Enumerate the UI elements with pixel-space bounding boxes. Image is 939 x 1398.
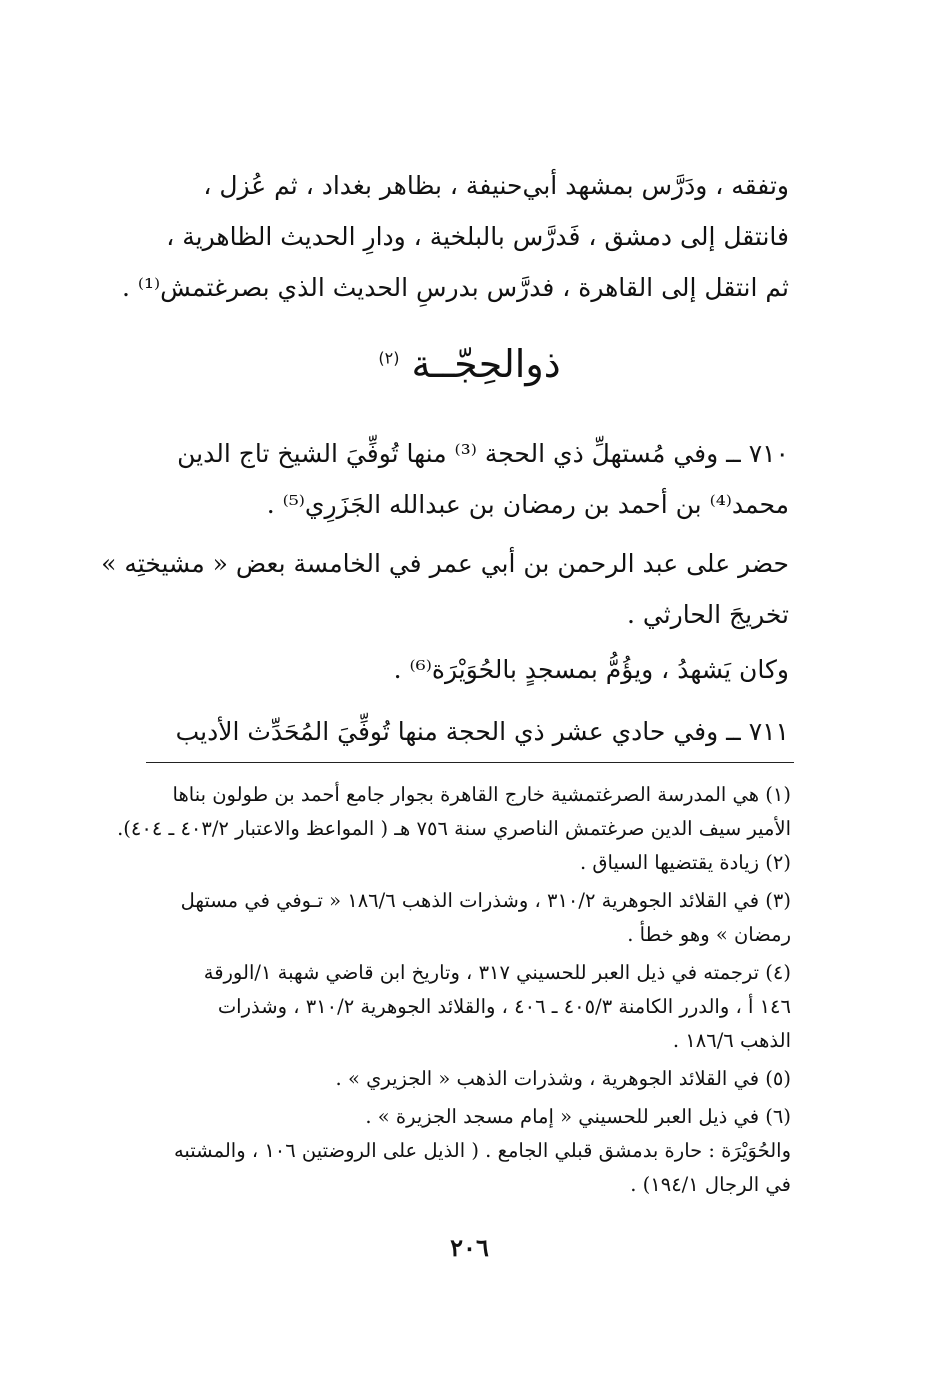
footnote-line: ١٤٦ أ ، والدرر الكامنة ٤٠٥/٣ ـ ٤٠٦ ، والقلائد الجوهرية ٣١٠/٢ ، وشذرات [217,995,791,1018]
intro-line: ثم انتقل إلى القاهرة ، فدرَّس بدرسِ الحديث الذي بصرغتمش⁽¹⁾ . [121,273,789,302]
footnote-line: (٢) زيادة يقتضيها السياق . [580,851,791,874]
entry-710-more [129,644,789,695]
entry-line: ٧١١ ــ وفي حادي عشر ذي الحجة منها تُوفِّيَ المُحَدِّث الأديب [175,717,789,746]
footnote [141,884,791,952]
entry-line: وكان يَشهدُ ، ويؤُمُّ بمسجدٍ بالحُوَيْرَة⁽⁶⁾ . [393,655,789,684]
footnote-divider [146,762,794,763]
footnote-line: في الرجال ١٩٤/١) . [630,1173,791,1196]
entry-line: حضر على عبد الرحمن بن أبي عمر في الخامسة بعض « مشيختِه » [101,549,789,578]
footnote [141,1100,791,1202]
intro-line: فانتقل إلى دمشق ، فَدرَّس بالبلخية ، ودارِ الحديث الظاهرية ، [166,222,789,251]
footnote-line: (٦) في ذيل العبر للحسيني « إمام مسجد الجزيرة » . [365,1105,791,1128]
footnote-line: (١) هي المدرسة الصرغتمشية خارج القاهرة بجوار جامع أحمد بن طولون بناها [172,783,791,806]
footnote-line: والحُوَيْرَة : حارة بدمشق قبلي الجامع . ( الذيل على الروضتين ١٠٦ ، والمشتبه [173,1139,791,1162]
entry-line: محمد⁽⁴⁾ بن أحمد بن رمضان بن عبدالله الجَزَرِي⁽⁵⁾ . [266,490,789,519]
footnote [141,956,791,1058]
footnote-line: الذهب ١٨٦/٦ . [672,1029,791,1052]
intro-line: وتفقه ، ودَرَّس بمشهد أبي‌حنيفة ، بظاهر بغداد ، ثم عُزل ، [203,171,789,200]
entry-710-detail [101,538,789,640]
section-note-ref: (٢) [378,348,400,368]
footnote-line: (٥) في القلائد الجوهرية ، وشذرات الذهب « الجزيري » . [335,1067,791,1090]
entry-711 [129,706,789,757]
entry-line: ٧١٠ ــ وفي مُستهلِّ ذي الحجة ⁽³⁾ منها تُوفِّيَ الشيخ تاج الدين [177,439,789,468]
footnote-line: رمضان » وهو خطأ . [627,923,791,946]
section-heading [0,342,939,386]
footnotes [117,778,791,1206]
footnote-line: (٣) في القلائد الجوهرية ٣١٠/٢ ، وشذرات الذهب ١٨٦/٦ « تـوفي في مستهل [180,889,791,912]
page-number: ٢٠٦ [450,1233,489,1262]
entry-710 [129,428,789,530]
intro-paragraph [121,160,789,313]
footnote-line: (٤) ترجمته في ذيل العبر للحسيني ٣١٧ ، وتاريخ ابن قاضي شهبة ١/الورقة [203,961,791,984]
footnote-line: الأمير سيف الدين صرغتمش الناصري سنة ٧٥٦ هـ ( المواعظ والاعتبار ٤٠٣/٢ ـ ٤٠٤). [117,817,791,840]
section-title: ذوالحِجّــة [411,342,561,386]
entry-line: تخريجَ الحارثي . [626,600,789,629]
footnote [141,1062,791,1096]
footnote [117,778,791,880]
